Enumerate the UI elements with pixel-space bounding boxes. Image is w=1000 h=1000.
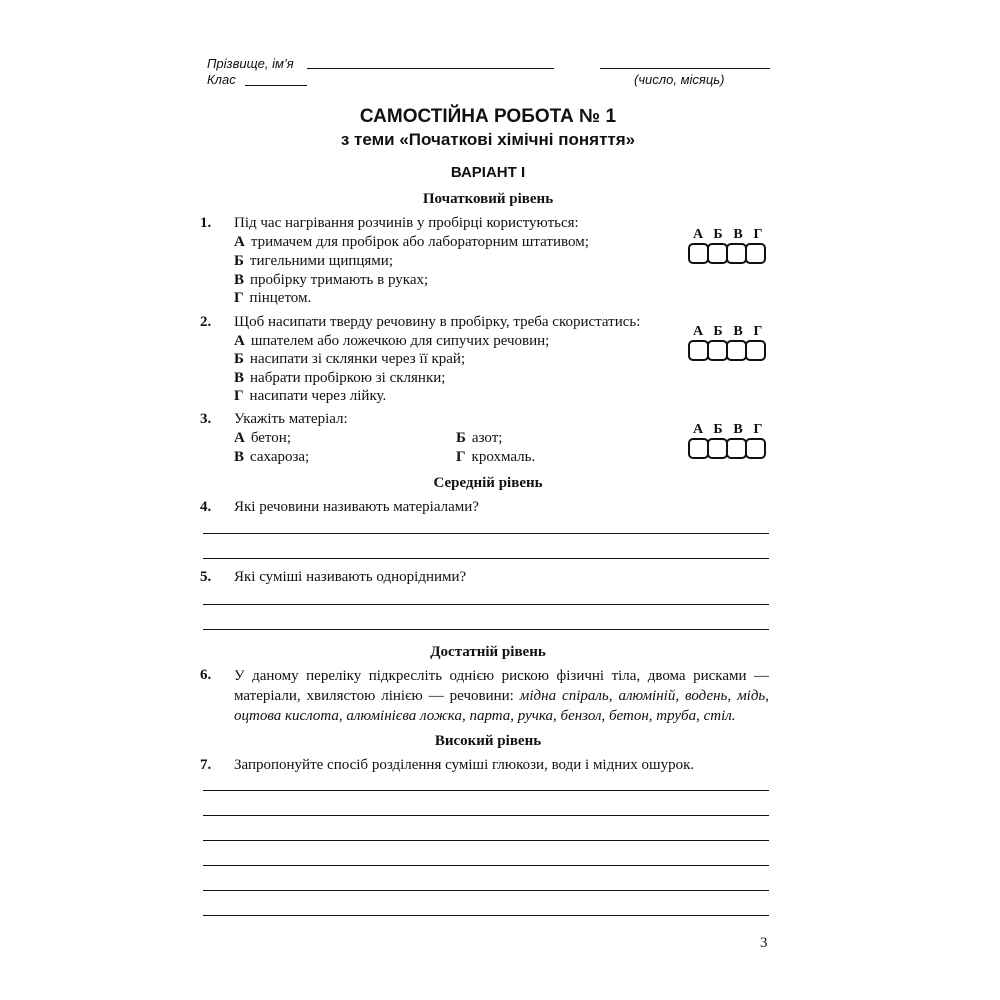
name-label: Прізвище, ім’я <box>207 56 294 71</box>
question-number: 4. <box>200 499 212 515</box>
answer-box-a[interactable] <box>688 438 709 459</box>
level-sufficient: Достатній рівень <box>430 644 546 660</box>
answer-box-a[interactable] <box>688 340 709 361</box>
answer-line[interactable] <box>203 558 769 559</box>
question-number: 7. <box>200 757 212 773</box>
substance-list: мідна спіраль, алюміній, водень, мідь, оцтова кислота, алюмінієва ложка, парта, ручка, бензол, бетон, труба, стіл. <box>234 688 769 724</box>
answer-box-b[interactable] <box>707 438 728 459</box>
answer-line[interactable] <box>203 865 769 866</box>
question-text: Запропонуйте спосіб розділення суміші глюкози, води і мідних ошурок. <box>234 757 695 773</box>
question-text: Які речовини називають матеріалами? <box>234 499 479 515</box>
page-subtitle: з теми «Початкові хімічні поняття» <box>340 130 636 149</box>
option-b: Б азот; <box>456 430 503 446</box>
answer-line[interactable] <box>203 890 769 891</box>
answer-grid: А Б В Г <box>688 324 772 361</box>
page-title: САМОСТІЙНА РОБОТА № 1 <box>359 106 617 127</box>
answer-box-a[interactable] <box>688 243 709 264</box>
variant-title: ВАРІАНТ I <box>450 164 526 181</box>
answer-line[interactable] <box>203 604 769 605</box>
option-b: Б тигельними щипцями; <box>234 253 393 269</box>
answer-box-b[interactable] <box>707 340 728 361</box>
answer-line[interactable] <box>203 790 769 791</box>
class-field[interactable] <box>245 85 307 86</box>
option-v: В сахароза; <box>234 449 310 465</box>
answer-box-v[interactable] <box>726 243 747 264</box>
question-number: 1. <box>200 215 212 231</box>
question-number: 6. <box>200 667 212 683</box>
answer-box-g[interactable] <box>745 340 766 361</box>
answer-box-v[interactable] <box>726 438 747 459</box>
option-v: В набрати пробіркою зі склянки; <box>234 370 446 386</box>
question-text: Укажіть матеріал: <box>234 411 348 427</box>
answer-line[interactable] <box>203 629 769 630</box>
date-field[interactable] <box>600 68 770 69</box>
answer-line[interactable] <box>203 533 769 534</box>
answer-box-b[interactable] <box>707 243 728 264</box>
option-g: Г насипати через лійку. <box>234 388 387 404</box>
answer-line[interactable] <box>203 915 769 916</box>
question-number: 5. <box>200 569 212 585</box>
answer-box-v[interactable] <box>726 340 747 361</box>
page-number: 3 <box>760 935 768 951</box>
answer-grid: А Б В Г <box>688 227 772 264</box>
class-label: Клас <box>207 72 236 87</box>
question-number: 3. <box>200 411 212 427</box>
answer-box-g[interactable] <box>745 243 766 264</box>
option-g: Г крохмаль. <box>456 449 536 465</box>
question-text: Які суміші називають однорідними? <box>234 569 467 585</box>
question-text: Під час нагрівання розчинів у пробірці користуються: <box>234 215 579 231</box>
option-b: Б насипати зі склянки через її край; <box>234 351 466 367</box>
date-label: (число, місяць) <box>634 72 725 87</box>
name-field[interactable] <box>307 68 554 69</box>
option-a: А шпателем або ложечкою для сипучих речовин; <box>234 333 550 349</box>
level-initial: Початковий рівень <box>422 191 554 207</box>
option-g: Г пінцетом. <box>234 290 312 306</box>
option-a: А тримачем для пробірок або лабораторним штативом; <box>234 234 589 250</box>
answer-grid: А Б В Г <box>688 422 772 459</box>
question-number: 2. <box>200 314 212 330</box>
question-6-text: У даному переліку підкресліть однією рискою фізичні тіла, двома рисками — матеріали, хвилястою лінією — речовини: мідна спіраль, алюміній, водень, мідь, оцтова кислота, алюмінієва ложка, парта, ручка, бензол, бетон, труба, стіл. <box>234 668 769 724</box>
option-a: А бетон; <box>234 430 291 446</box>
answer-line[interactable] <box>203 815 769 816</box>
option-v: В пробірку тримають в руках; <box>234 272 429 288</box>
question-text: Щоб насипати тверду речовину в пробірку, треба скористатись: <box>234 314 641 330</box>
answer-line[interactable] <box>203 840 769 841</box>
answer-box-g[interactable] <box>745 438 766 459</box>
level-middle: Середній рівень <box>433 475 543 491</box>
level-high: Високий рівень <box>434 733 542 749</box>
